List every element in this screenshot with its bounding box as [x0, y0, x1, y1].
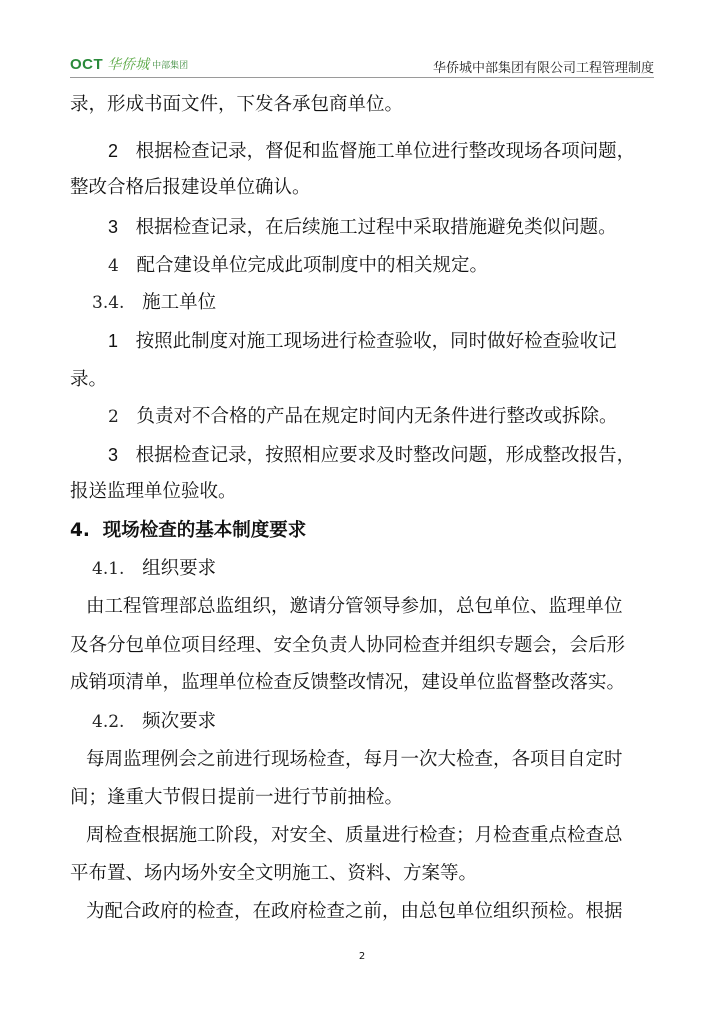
list-item	[108, 214, 617, 241]
paragraph-line: 平布置、场内场外安全文明施工、资料、方案等。	[70, 863, 478, 884]
paragraph-line: 间；逢重大节假日提前一进行节前抽检。	[70, 787, 404, 808]
list-number: 2	[108, 407, 119, 427]
list-item	[108, 138, 635, 165]
list-item	[108, 404, 618, 430]
header-title: 华侨城中部集团有限公司工程管理制度	[432, 61, 654, 76]
paragraph-line: 录，形成书面文件，下发各承包商单位。	[70, 94, 404, 115]
page-number: 2	[358, 951, 366, 962]
list-text: 根据检查记录，按照相应要求及时整改问题，形成整改报告，	[135, 445, 636, 466]
paragraph-line: 为配合政府的检查，在政府检查之前，由总包单位组织预检。根据	[86, 901, 623, 922]
list-number: 3	[108, 217, 119, 237]
list-text: 按照此制度对施工现场进行检查验收，同时做好检查验收记	[135, 331, 617, 352]
section-heading	[92, 709, 216, 735]
page-header	[70, 48, 654, 78]
list-item	[108, 442, 635, 469]
section-number: 3.4.	[92, 293, 125, 313]
section-title: 组织要求	[142, 558, 217, 579]
list-text: 配合建设单位完成此项制度中的相关规定。	[136, 255, 488, 276]
section-number: 4.2.	[92, 712, 125, 732]
header-divider	[70, 77, 654, 78]
paragraph-line: 报送监理单位验收。	[70, 481, 237, 502]
paragraph-line: 成销项清单，监理单位检查反馈整改情况，建设单位监督整改落实。	[70, 672, 626, 693]
logo-subtitle: 中部集团	[152, 60, 189, 71]
paragraph-line: 整改合格后报建设单位确认。	[70, 177, 311, 198]
list-item	[108, 328, 617, 355]
paragraph-line: 每周监理例会之前进行现场检查，每月一次大检查，各项目自定时	[86, 749, 623, 770]
chapter-number: 4.	[70, 520, 90, 541]
list-item	[108, 253, 488, 279]
list-text: 负责对不合格的产品在规定时间内无条件进行整改或拆除。	[136, 406, 618, 427]
list-number: 3	[108, 445, 119, 465]
section-title: 施工单位	[142, 292, 217, 313]
list-number: 2	[108, 141, 119, 161]
section-title: 频次要求	[142, 711, 217, 732]
paragraph-line: 录。	[70, 369, 108, 390]
list-text: 根据检查记录，督促和监督施工单位进行整改现场各项问题，	[135, 141, 636, 162]
logo-chinese-text: 华侨城	[107, 57, 150, 73]
section-heading	[92, 556, 216, 582]
list-text: 根据检查记录，在后续施工过程中采取措施避免类似问题。	[135, 217, 617, 238]
logo-oct-text: OCT	[70, 55, 104, 73]
section-number: 4.1.	[92, 559, 125, 579]
list-number: 1	[108, 331, 119, 351]
chapter-heading	[70, 518, 306, 544]
list-number: 4	[108, 256, 119, 276]
company-logo	[70, 54, 188, 74]
paragraph-line: 周检查根据施工阶段，对安全、质量进行检查；月检查重点检查总	[86, 825, 623, 846]
section-heading	[92, 290, 216, 316]
paragraph-line: 由工程管理部总监组织，邀请分管领导参加，总包单位、监理单位	[86, 596, 623, 617]
chapter-title: 现场检查的基本制度要求	[102, 520, 307, 541]
paragraph-line: 及各分包单位项目经理、安全负责人协同检查并组织专题会，会后形	[70, 635, 626, 656]
